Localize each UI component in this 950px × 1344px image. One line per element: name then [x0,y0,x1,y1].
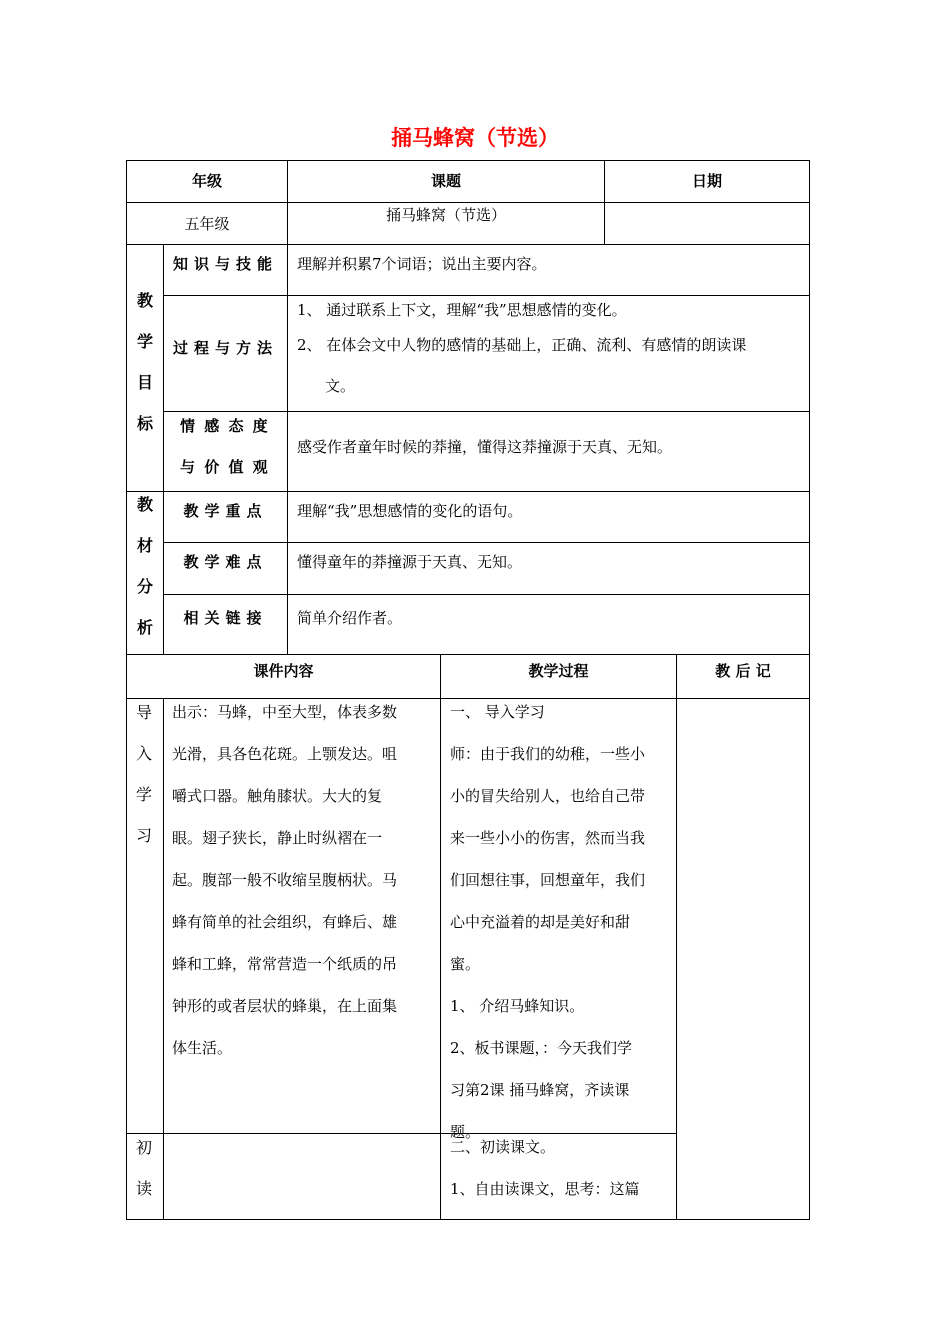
knowledge-text: 理解并积累7个词语；说出主要内容。 [297,255,547,273]
difficult-point-text: 懂得童年的莽撞源于天真、无知。 [297,553,523,571]
process-item-2-continuation: 文。 [325,377,356,395]
courseware-content-header: 课件内容 [253,662,314,680]
topic-value: 捅马蜂窝（节选） [385,206,506,224]
process-item-2: 2、 在体会文中人物的感情的基础上，正确、流利、有感情的朗读课 [297,336,747,354]
topic-header: 课题 [430,172,461,190]
knowledge-label: 知识与技能 [172,255,278,273]
related-link-label: 相关链接 [183,609,268,627]
process-item-1: 1、 通过联系上下文，理解“我”思想感情的变化。 [297,301,627,319]
key-point-text: 理解“我”思想感情的变化的语句。 [297,502,523,520]
date-header: 日期 [691,172,722,190]
emotion-label-line-2: 与 价 值 观 [180,458,270,476]
teaching-process-header: 教学过程 [528,662,589,680]
teaching-process-intro: 一、 导入学习 师：由于我们的幼稚，一些小 小的冒失给别人，也给自己带 来一些小小的伤害，然而当我 们回想往事，回想童年，我们 心中充溢着的却是美好和甜 蜜。 1、 介绍马蜂知识。 2、板书课题，：今天我们学 习第2课 捅马蜂窝，齐读课 题。 [450,703,646,1141]
emotion-label-line-1: 情 感 态 度 [180,417,270,435]
page-title: 捅马蜂窝（节选） [391,126,559,150]
teaching-process-reading: 二、初读课文。 1、自由读课文，思考：这篇 [450,1138,640,1198]
emotion-text: 感受作者童年时候的莽撞，懂得这莽撞源于天真、无知。 [297,438,673,456]
grade-value: 五年级 [184,215,230,233]
process-label: 过程与方法 [172,339,278,357]
related-link-text: 简单介绍作者。 [297,609,403,627]
grade-header: 年级 [191,172,222,190]
courseware-content-intro: 出示：马蜂，中至大型，体表多数 光滑，具各色花斑。上颚发达。咀 嚼式口器。触角膝状。大大的复 眼。翅子狭长，静止时纵褶在一 起。腹部一般不收缩呈腹柄状。马 蜂有简单的社会组织，有蜂后、雄 蜂和工蜂，常常营造一个纸质的吊 钟形的或者层状的蜂巢，在上面集 体生活。 [172,703,398,1057]
post-teaching-notes-header: 教 后 记 [715,662,771,680]
key-point-label: 教学重点 [183,502,268,520]
difficult-point-label: 教学难点 [183,553,268,571]
